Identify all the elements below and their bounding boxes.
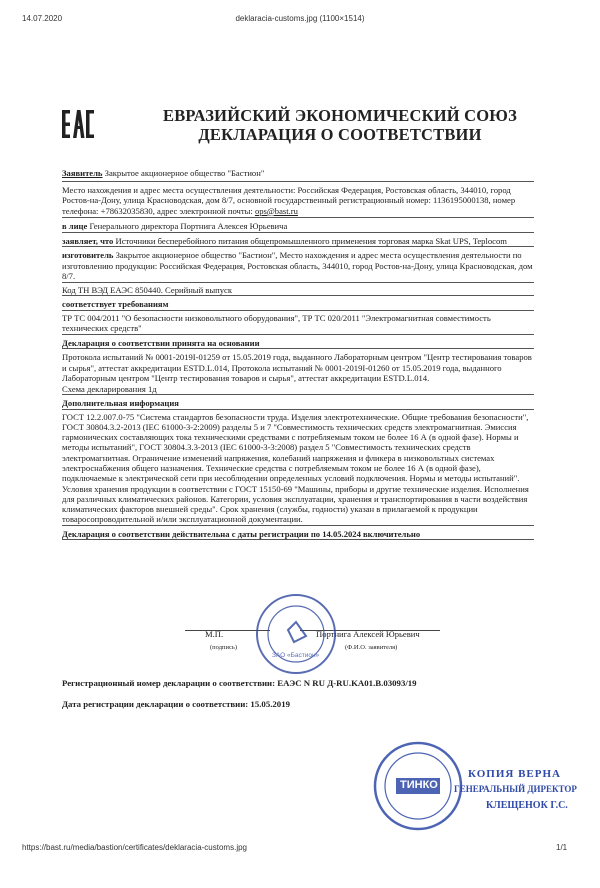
eac-logo — [60, 106, 96, 142]
address-text: Место нахождения и адрес места осуществления деятельности: Российская Федерация, Ростовская область, 344010, город Ростов-на-Дону, улица Красноводская, дом 8/7, основной государственный регистрационный номер: 1136195000138, номер телефона: +78632035830, адрес электронной почты: — [62, 184, 516, 216]
tinko-stamp — [372, 740, 464, 832]
tinko-stamp-text: ТИНКО — [400, 779, 438, 791]
scheme-line: Схема декларирования 1д — [62, 384, 534, 396]
company-stamp-text: ЗАО «Бастион» — [272, 652, 320, 659]
manufacturer-value: Закрытое акционерное общество "Бастион", Место нахождения и адрес места осуществления деятельности по изготовлению продукции: Российская Федерация, Ростовская область, 344010, город Ростов-на-Дону, улица Красноводская, дом 8/7. — [62, 250, 533, 281]
person-label: в лице — [62, 221, 88, 231]
additional-value: ГОСТ 12.2.007.0-75 "Система стандартов безопасности труда. Изделия электротехнические. Общие требования безопасности", ГОСТ 30804.3.2-2013 (IEC 61000-3-2:2009) разделы 5 и 7 "Совместимость технических средств электромагнитная. Эмиссия гармонических составляющих тока техническими средствами с потребляемым током не более 16 А (в одной фазе). Нормы и методы испытаний", ГОСТ 30804.3.3-2013 (IEC 61000-3-3:2008) раздел 5 "Совместимость технических средств электромагнитная. Ограничение изменений напряжения, колебаний напряжения и фликера в низковольтных системах электроснабжения общего назначения. Технические средства с потребляемым током не более 16 А (в одной фазе), подключаемые к электрической сети при несоблюдении определенных условий подключения. Нормы и методы испытаний". Условия хранения продукции в соответствии с ГОСТ 15150-69 "Машины, приборы и другие технические изделия. Исполнения для различных климатических районов. Категории, условия эксплуатации, хранения и транспортирования в части воздействия климатических факторов внешней среды". Срок хранения (службы, годности) указан в прилагаемой к продукции товаросопроводительной и/или эксплуатационной документации. — [62, 410, 534, 526]
page-url: https://bast.ru/media/bastion/certificates/deklaracia-customs.jpg — [22, 843, 247, 852]
copy-stamp-line2: ГЕНЕРАЛЬНЫЙ ДИРЕКТОР — [454, 784, 577, 794]
file-title: deklaracia-customs.jpg (1100×1514) — [235, 14, 365, 23]
additional-label: Дополнительная информация — [62, 395, 534, 410]
signer-caption: (Ф.И.О. заявителя) — [345, 644, 398, 651]
applicant-row — [62, 168, 534, 182]
signer-name: Портнига Алексей Юрьевич — [316, 629, 420, 639]
declaration-body — [62, 168, 534, 540]
reg-number-line: Регистрационный номер декларации о соответствии: ЕАЭС N RU Д-RU.KA01.B.03093/19 — [62, 678, 417, 688]
basis-label: Декларация о соответствии принята на основании — [62, 335, 534, 350]
code-line: Код ТН ВЭД ЕАЭС 850440. Серийный выпуск — [62, 283, 534, 297]
address-row — [62, 182, 534, 219]
company-stamp — [254, 592, 338, 676]
declares-label: заявляет, что — [62, 235, 114, 246]
union-title: ЕВРАЗИЙСКИЙ ЭКОНОМИЧЕСКИЙ СОЮЗ — [162, 106, 517, 125]
print-date: 14.07.2020 — [22, 14, 63, 23]
mp-text: М.П. — [205, 629, 224, 639]
email-link: ops@bast.ru — [254, 205, 298, 216]
applicant-label: Заявитель — [62, 168, 103, 178]
person-value: Генерального директора Портнига Алексея Юрьевича — [87, 221, 288, 231]
manufacturer-row — [62, 247, 534, 283]
doc-title: ДЕКЛАРАЦИЯ О СООТВЕТСТВИИ — [198, 125, 482, 144]
requirements-value: ТР ТС 004/2011 "О безопасности низковольтного оборудования", ТР ТС 020/2011 "Электромагнитная совместимость технических средств" — [62, 311, 534, 335]
basis-value: Протокола испытаний № 0001-2019I-01259 от 15.05.2019 года, выданного Лабораторным центром "Центр тестирования товаров и сырья", аттестат аккредитации ESTD.L.014, Протокола испытаний № 0001-2019I-01260 от 15.05.2019 года, выданного Лабораторным центром "Центр тестирования товаров и сырья", аттестат аккредитации ESTD.L.014. — [62, 352, 532, 383]
copy-stamp-line1: КОПИЯ ВЕРНА — [468, 768, 561, 780]
page-count: 1/1 — [556, 843, 568, 852]
declares-row — [62, 233, 534, 248]
applicant-value: Закрытое акционерное общество "Бастион" — [102, 168, 265, 178]
manufacturer-label: изготовитель — [62, 250, 114, 260]
requirements-label: соответствует требованиям — [62, 296, 534, 311]
validity-line: Декларация о соответствии действительна с даты регистрации по 14.05.2024 включительно — [62, 526, 534, 541]
person-row — [62, 218, 534, 233]
copy-stamp-line3: КЛЕЩЕНОК Г.С. — [486, 800, 568, 811]
reg-date-line: Дата регистрации декларации о соответствии: 15.05.2019 — [62, 699, 291, 709]
signature-caption: (подпись) — [210, 644, 237, 651]
declares-value: Источники бесперебойного питания общепромышленного применения торговая марка Skat UPS, Teplocom — [113, 235, 507, 246]
